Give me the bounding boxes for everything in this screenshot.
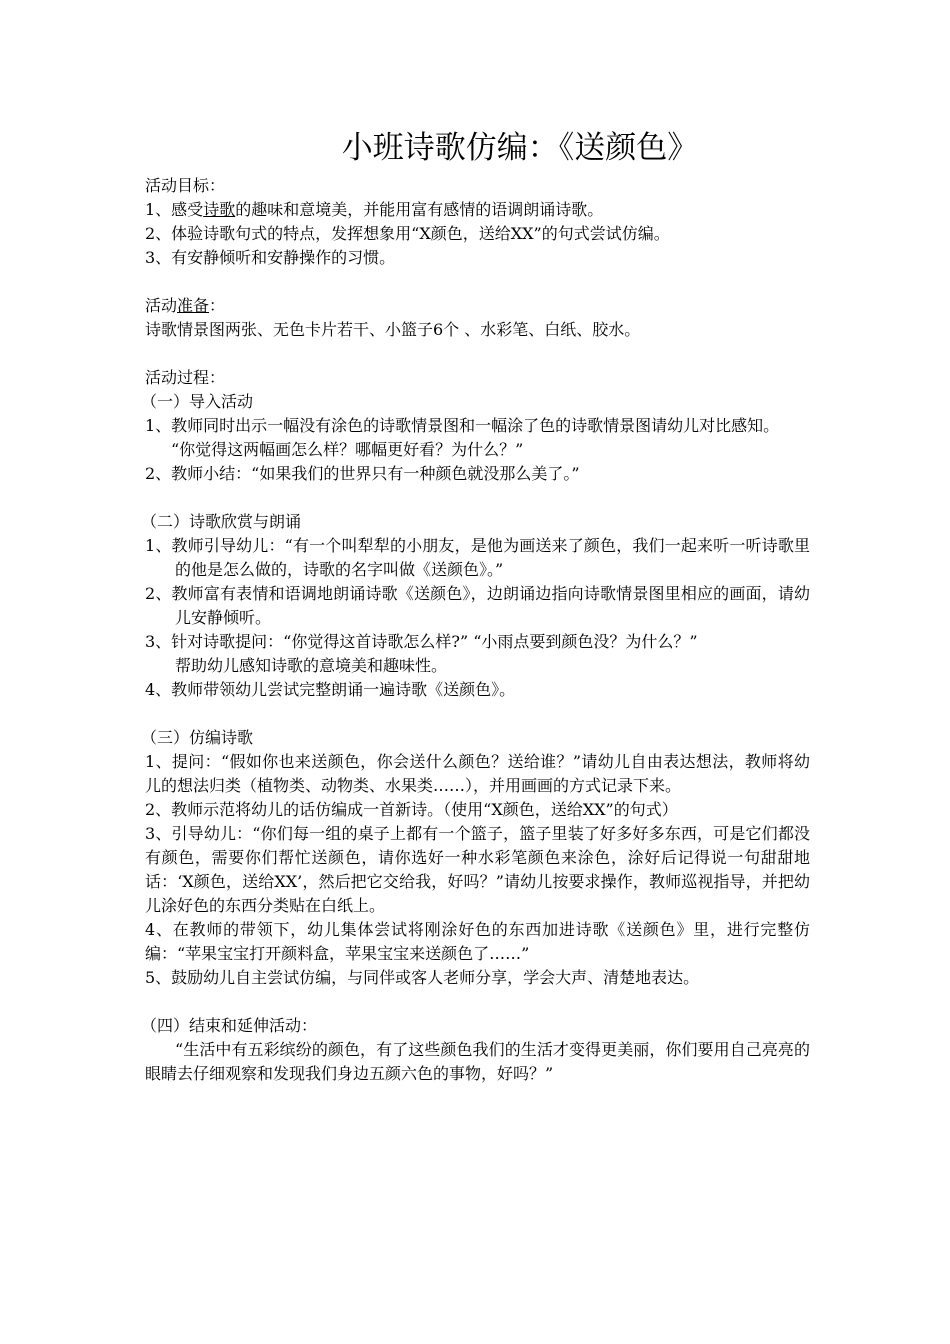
- list-item: 2、教师示范将幼儿的话仿编成一首新诗。（使用“X颜色，送给XX”的句式）: [145, 800, 678, 819]
- list-item: 1、教师引导幼儿：“有一个叫犁犁的小朋友，是他为画送来了颜色，我们一起来听一听诗歌里的他是怎么做的，诗歌的名字叫做《送颜色》。”: [145, 536, 810, 579]
- process-heading: 活动过程：: [145, 368, 226, 387]
- list-item: 4、在教师的带领下，幼儿集体尝试将刚涂好色的东西加进诗歌《送颜色》里，进行完整仿编：“苹果宝宝打开颜料盒，苹果宝宝来送颜色了……”: [145, 920, 810, 963]
- goal-text: 1、感受: [145, 200, 204, 219]
- section-title: （一）导入活动: [141, 392, 254, 411]
- section-title: （四）结束和延伸活动：: [141, 1016, 318, 1035]
- list-item: 5、鼓励幼儿自主尝试仿编，与同伴或客人老师分享，学会大声、清楚地表达。: [145, 968, 700, 987]
- prep-heading-text: 活动: [145, 296, 178, 315]
- list-item: 2、教师小结：“如果我们的世界只有一种颜色就没那么美了。”: [145, 464, 580, 483]
- goal-item: [145, 198, 810, 222]
- list-item: 3、针对诗歌提问：“你觉得这首诗歌怎么样?” “小雨点要到颜色没？为什么？”: [145, 632, 698, 651]
- goal-underline-text: 诗歌: [203, 200, 236, 219]
- closing-paragraph: “生活中有五彩缤纷的颜色，有了这些颜色我们的生活才变得更美丽，你们要用自己亮亮的眼睛去仔细观察和发现我们身边五颜六色的事物，好吗？”: [145, 1040, 810, 1083]
- list-item: 3、引导幼儿：“你们每一组的桌子上都有一个篮子，篮子里装了好多好多东西，可是它们都没有颜色，需要你们帮忙送颜色，请你选好一种水彩笔颜色来涂色，涂好后记得说一句甜甜地话：‘X颜色，送给XX’，然后把它交给我，好吗？”请幼儿按要求操作，教师巡视指导，并把幼儿涂好色的东西分类贴在白纸上。: [145, 824, 810, 915]
- prep-heading: [145, 294, 810, 318]
- page-title: 小班诗歌仿编：《送颜色》: [341, 130, 699, 166]
- goal-item: 2、体验诗歌句式的特点，发挥想象用“X颜色，送给XX”的句式尝试仿编。: [145, 224, 670, 243]
- goal-item: 3、有安静倾听和安静操作的习惯。: [145, 248, 396, 267]
- goal-text: 的趣味和意境美，并能用富有感情的语调朗诵诗歌。: [235, 200, 604, 219]
- section-title: （三）仿编诗歌: [141, 728, 254, 747]
- list-item: “你觉得这两幅画怎么样？哪幅更好看？为什么？”: [171, 440, 524, 459]
- list-item: 1、提问：“假如你也来送颜色，你会送什么颜色？送给谁？”请幼儿自由表达想法，教师将幼儿的想法归类（植物类、动物类、水果类……），并用画画的方式记录下来。: [145, 752, 810, 795]
- list-item: 2、教师富有表情和语调地朗诵诗歌《送颜色》，边朗诵边指向诗歌情景图里相应的画面，请幼儿安静倾听。: [145, 584, 810, 627]
- prep-heading-underline: 准备: [177, 296, 210, 315]
- document-body: [141, 174, 810, 1086]
- prep-heading-colon: ：: [209, 296, 226, 315]
- list-item: 1、教师同时出示一幅没有涂色的诗歌情景图和一幅涂了色的诗歌情景图请幼儿对比感知。: [145, 416, 780, 435]
- prep-text: 诗歌情景图两张、无色卡片若干、小篮子6个 、水彩笔、白纸、胶水。: [145, 320, 641, 339]
- list-item: 4、教师带领幼儿尝试完整朗诵一遍诗歌《送颜色》。: [145, 680, 516, 699]
- section-title: （二）诗歌欣赏与朗诵: [141, 512, 302, 531]
- list-item: 帮助幼儿感知诗歌的意境美和趣味性。: [175, 656, 448, 675]
- goals-heading: 活动目标：: [145, 176, 226, 195]
